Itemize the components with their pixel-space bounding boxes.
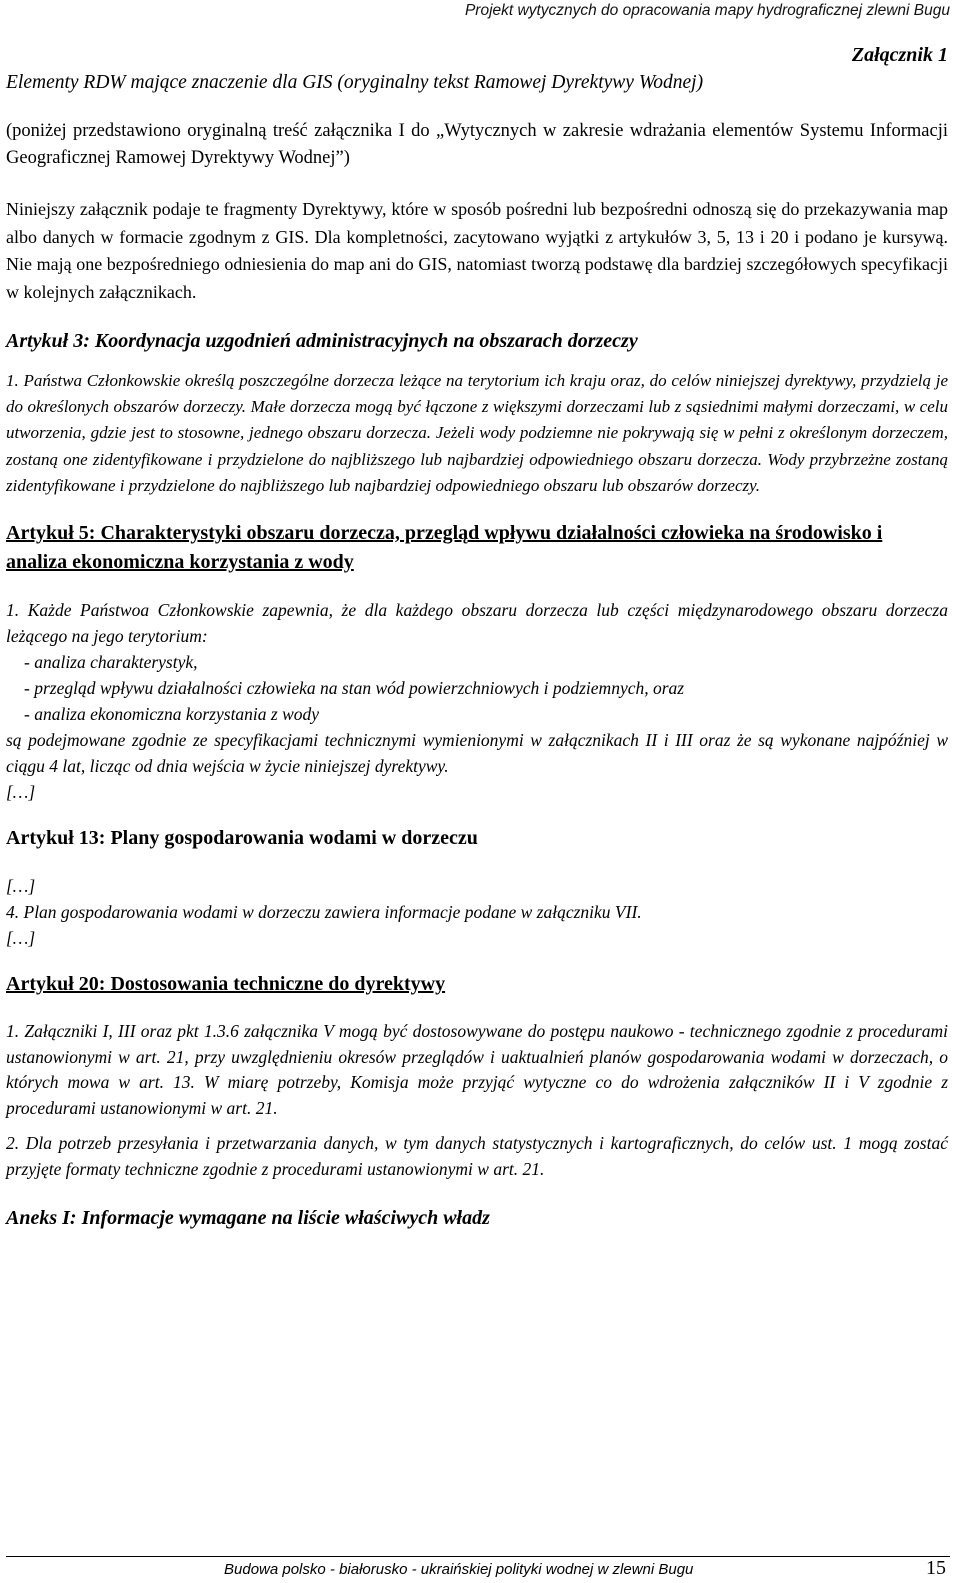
running-header: Projekt wytycznych do opracowania mapy hydrograficznej zlewni Bugu: [464, 2, 950, 19]
article-3-text: 1. Państwa Członkowskie określą poszczególne dorzecza leżące na terytorium ich kraju oraz, do celów niniejszej dyrektywy, przydzielą je do określonych obszarów dorzeczy. Małe dorzecza mogą być łączone z większymi dorzeczami lub z sąsiednimi małymi dorzeczami, w celu utworzenia, gdzie jest to stosowne, jednego obszaru dorzecza. Jeżeli wody podziemne nie pokrywają się w pełni z określonym dorzeczem, zostaną one zidentyfikowane i przydzielone do najbliższego lub najbardziej odpowiedniego obszaru dorzecza. Wody przybrzeżne zostaną zidentyfikowane i przydzielone do najbliższego lub najbardziej odpowiedniego obszaru lub obszarów dorzeczy.: [6, 371, 948, 495]
document-body: [6, 70, 948, 1231]
list-item: - przegląd wpływu działalności człowieka na stan wód powierzchniowych i podziemnych, oraz: [24, 678, 685, 699]
article-13-body: [6, 873, 948, 951]
annex-heading: Aneks I: Informacje wymagane na liście właściwych władz: [6, 1206, 490, 1229]
footer-text: Budowa polsko - białorusko - ukraińskiej polityki wodnej w zlewni Bugu: [224, 1561, 694, 1578]
annex-label: Załącznik 1: [851, 44, 948, 66]
page-number: 15: [926, 1557, 946, 1579]
article-5-bullet-list: [24, 649, 948, 727]
omission-marker: […]: [6, 782, 36, 803]
omission-marker: […]: [6, 876, 36, 897]
footer-divider: [6, 1556, 950, 1557]
article-5-text: [6, 597, 948, 805]
article-5-closing: są podejmowane zgodnie ze specyfikacjami technicznymi wymienionymi w załącznikach II i III oraz że są wykonane najpóźniej w ciągu 4 lat, licząc od dnia wejścia w życie niniejszej dyrektywy.: [6, 730, 948, 777]
article-13-text: 4. Plan gospodarowania wodami w dorzeczu zawiera informacje podane w załączniku VII.: [6, 902, 642, 923]
article-5-heading: Artykuł 5: Charakterystyki obszaru dorzecza, przegląd wpływu działalności człowieka na środowisko i analiza ekonomiczna korzystania z wody: [6, 522, 883, 574]
article-20-text-1: 1. Załączniki I, III oraz pkt 1.3.6 załącznika V mogą być dostosowywane do postępu naukowo - technicznego zgodnie z procedurami ustanowionymi w art. 21, przy uwzględnieniu okresów przeglądów i uaktualnień planów gospodarowania wodami w dorzeczach, o których mowa w art. 13. W miarę potrzeby, Komisja może przyjąć wytyczne co do wdrożenia załączników II i V zgodnie z procedurami ustanowionymi w art. 21.: [6, 1021, 948, 1118]
article-5-intro: 1. Każde Państwoa Członkowskie zapewnia, że dla każdego obszaru dorzecza lub części międzynarodowego obszaru dorzecza leżącego na jego terytorium:: [6, 600, 948, 647]
article-20-heading: Artykuł 20: Dostosowania techniczne do dyrektywy: [6, 973, 446, 996]
lead-paragraph: Niniejszy załącznik podaje te fragmenty Dyrektywy, które w sposób pośredni lub bezpośredni odnoszą się do przekazywania map albo danych w formacie zgodnym z GIS. Dla kompletności, zacytowano wyjątki z artykułów 3, 5, 13 i 20 i podano je kursywą. Nie mają one bezpośredniego odniesienia do map ani do GIS, natomiast tworzą podstawę dla bardziej szczegółowych specyfikacji w kolejnych załącznikach.: [6, 199, 948, 302]
intro-note: (poniżej przedstawiono oryginalną treść załącznika I do „Wytycznych w zakresie wdrażania elementów Systemu Informacji Geograficznej Ramowej Dyrektywy Wodnej”): [6, 121, 948, 168]
document-title: Elementy RDW mające znaczenie dla GIS (oryginalny tekst Ramowej Dyrektywy Wodnej): [6, 72, 704, 93]
omission-marker: […]: [6, 928, 36, 949]
article-3-heading: Artykuł 3: Koordynacja uzgodnień administracyjnych na obszarach dorzeczy: [6, 330, 638, 352]
list-item: - analiza charakterystyk,: [24, 652, 198, 673]
article-20-text-2: 2. Dla potrzeb przesyłania i przetwarzania danych, w tym danych statystycznych i kartograficznych, do celów ust. 1 mogą zostać przyjęte formaty techniczne zgodnie z procedurami ustanowionymi w art. 21.: [6, 1133, 948, 1179]
list-item: - analiza ekonomiczna korzystania z wody: [24, 704, 320, 725]
article-13-heading: Artykuł 13: Plany gospodarowania wodami w dorzeczu: [6, 827, 478, 850]
